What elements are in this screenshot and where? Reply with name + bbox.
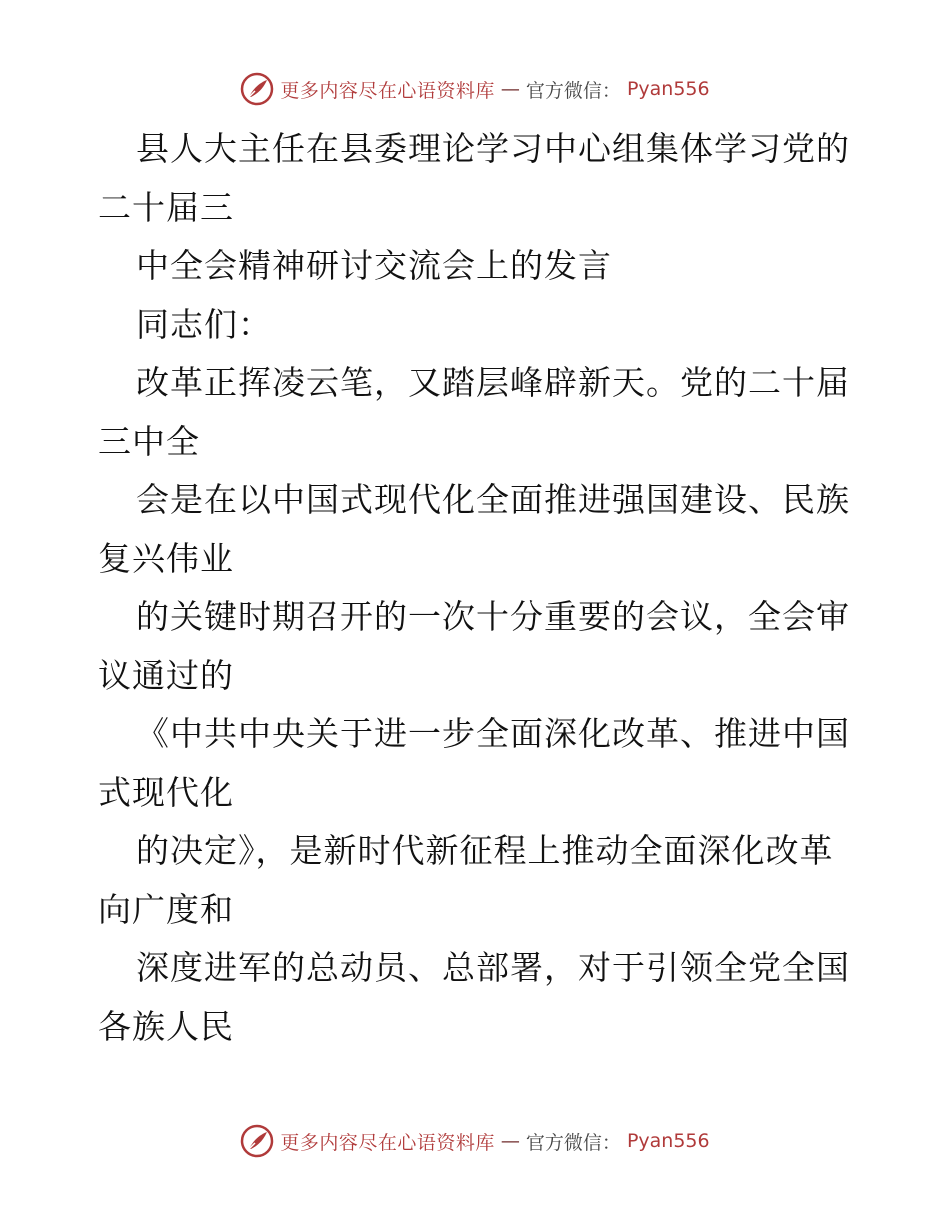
watermark-separator: — <box>500 1130 520 1152</box>
watermark-wechat-label: 官方微信： <box>525 79 621 102</box>
quill-pen-logo-icon <box>240 1124 274 1158</box>
document-line: 议通过的 <box>98 655 234 695</box>
watermark-wechat-id: Pyan556 <box>626 1130 710 1152</box>
footer-watermark <box>0 1124 950 1158</box>
document-line: 《中共中央关于进一步全面深化改革、推进中国 <box>136 714 850 753</box>
header-watermark <box>0 72 950 106</box>
watermark-wechat-label: 官方微信： <box>525 1131 621 1154</box>
watermark-separator: — <box>500 78 520 100</box>
document-line: 会是在以中国式现代化全面推进强国建设、民族 <box>136 480 850 519</box>
document-body <box>98 120 858 1056</box>
watermark-wechat-id: Pyan556 <box>626 78 710 100</box>
quill-pen-logo-icon <box>240 72 274 106</box>
document-line: 向广度和 <box>98 889 234 929</box>
document-line: 深度进军的总动员、总部署，对于引领全党全国 <box>136 948 850 987</box>
document-line: 的关键时期召开的一次十分重要的会议，全会审 <box>136 597 850 636</box>
document-line: 二十届三 <box>98 187 234 227</box>
document-line: 三中全 <box>98 421 200 461</box>
document-line: 的决定》，是新时代新征程上推动全面深化改革 <box>136 831 834 870</box>
document-line: 式现代化 <box>98 772 234 812</box>
document-line: 改革正挥凌云笔，又踏层峰辟新天。党的二十届 <box>136 363 850 402</box>
watermark-text: 更多内容尽在心语资料库 <box>280 79 495 102</box>
document-line: 同志们： <box>136 304 272 344</box>
document-line: 各族人民 <box>98 1006 234 1046</box>
document-line: 县人大主任在县委理论学习中心组集体学习党的 <box>136 129 850 168</box>
document-line: 复兴伟业 <box>98 538 234 578</box>
document-line: 中全会精神研讨交流会上的发言 <box>136 246 612 285</box>
watermark-text: 更多内容尽在心语资料库 <box>280 1131 495 1154</box>
